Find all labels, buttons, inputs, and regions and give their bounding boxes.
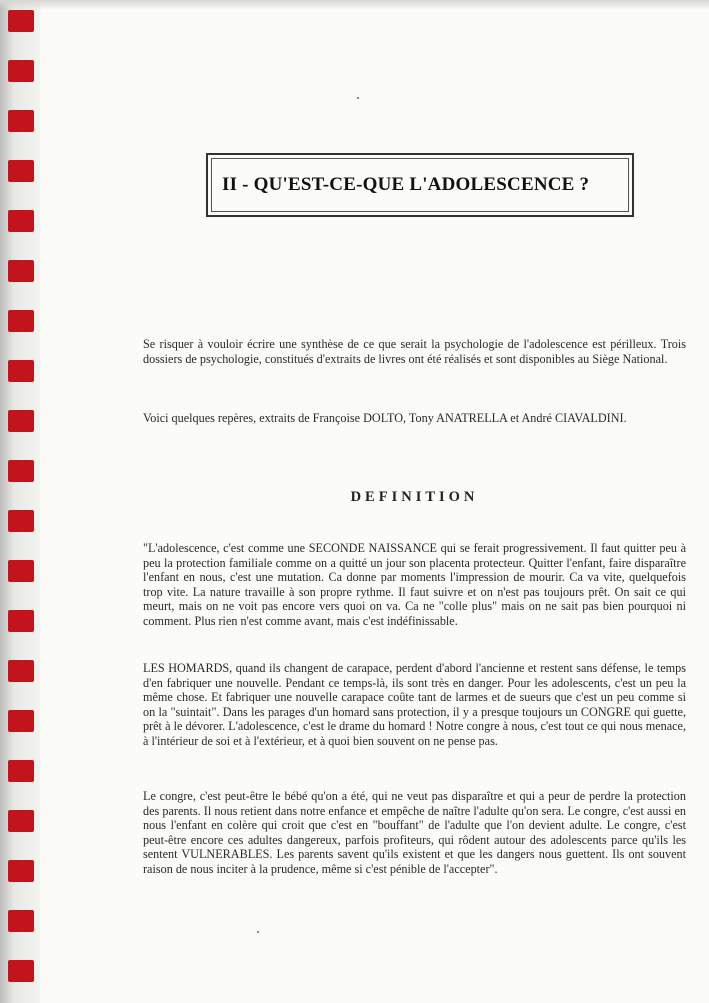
binding-tab bbox=[8, 10, 34, 32]
section-heading: DEFINITION bbox=[350, 489, 479, 505]
binding-tab bbox=[8, 760, 34, 782]
speck bbox=[357, 97, 359, 99]
binding-tab bbox=[8, 560, 34, 582]
binding-tab bbox=[8, 960, 34, 982]
body-paragraph: Le congre, c'est peut-être le bébé qu'on a été, qui ne veut pas disparaître et qui a peur de perdre la protection des parents. Il nous retient dans notre enfance et empêche de naître l'adulte qu'on sera. Le congre, c'est aussi en nous l'enfant en colère qui croit que c'est en "bouffant" de l'adulte que l'on devient adulte. Le congre, c'est peut-être encore ces adultes dangereux, parfois profiteurs, qui rôdent autour des adolescents parce qu'ils les sentent VULNERABLES. Les parents savent qu'ils existent et que les dangers nous guettent. Ils ont souvent raison de nous inciter à la prudence, même si c'est pénible de l'accepter". bbox=[143, 789, 686, 876]
binding-tab bbox=[8, 360, 34, 382]
binding-tab bbox=[8, 610, 34, 632]
title-box bbox=[206, 153, 634, 217]
binding-tab bbox=[8, 460, 34, 482]
speck bbox=[257, 931, 259, 933]
binding-tab bbox=[8, 810, 34, 832]
binding-tab bbox=[8, 710, 34, 732]
binding-tab bbox=[8, 310, 34, 332]
binding-tab bbox=[8, 260, 34, 282]
binding-tab bbox=[8, 160, 34, 182]
page-top-shadow bbox=[0, 0, 709, 10]
binding-tab bbox=[8, 860, 34, 882]
intro-paragraph: Se risquer à vouloir écrire une synthèse de ce que serait la psychologie de l'adolescence est périlleux. Trois dossiers de psychologie, constitués d'extraits de livres ont été réalisés et sont disponibles au Siège National. bbox=[143, 337, 686, 366]
binding-tab bbox=[8, 910, 34, 932]
binding-tab bbox=[8, 510, 34, 532]
page-title: II - QU'EST-CE-QUE L'ADOLESCENCE ? bbox=[222, 174, 590, 195]
binding-tab bbox=[8, 660, 34, 682]
title-box-inner-frame bbox=[211, 158, 629, 212]
binding-tab bbox=[8, 60, 34, 82]
body-paragraph: "L'adolescence, c'est comme une SECONDE NAISSANCE qui se ferait progressivement. Il faut quitter peu à peu la protection familiale comme on a quitté un jour son placenta protecteur. Quitter l'enfant, faire disparaître l'enfant en nous, c'est une mutation. Ca donne par moments l'impression de mourir. Ca va vite, quelquefois trop vite. La nature travaille à son propre rythme. Il faut suivre et on n'est pas toujours prêt. On sait ce qui meurt, mais on ne voit pas encore vers quoi on va. Ca ne "colle plus" mais on ne sait pas bien pourquoi ni comment. Plus rien n'est comme avant, mais c'est indéfinissable. bbox=[143, 541, 686, 628]
binding-tab bbox=[8, 110, 34, 132]
binding-tab bbox=[8, 410, 34, 432]
binding-tab bbox=[8, 210, 34, 232]
sources-paragraph: Voici quelques repères, extraits de Françoise DOLTO, Tony ANATRELLA et André CIAVALDINI. bbox=[143, 411, 627, 425]
body-paragraph: LES HOMARDS, quand ils changent de carapace, perdent d'abord l'ancienne et restent sans défense, le temps d'en fabriquer une nouvelle. Pendant ce temps-là, ils sont très en danger. Pour les adolescents, c'est un peu la même chose. Et fabriquer une nouvelle carapace coûte tant de larmes et de sueurs que c'est un peu comme si on la "suintait". Dans les parages d'un homard sans protection, il y a presque toujours un CONGRE qui guette, prêt à le dévorer. L'adolescence, c'est le drame du homard ! Notre congre à nous, c'est tout ce qui nous menace, à l'intérieur de soi et à l'extérieur, et à quoi bien souvent on ne pense pas. bbox=[143, 661, 686, 748]
